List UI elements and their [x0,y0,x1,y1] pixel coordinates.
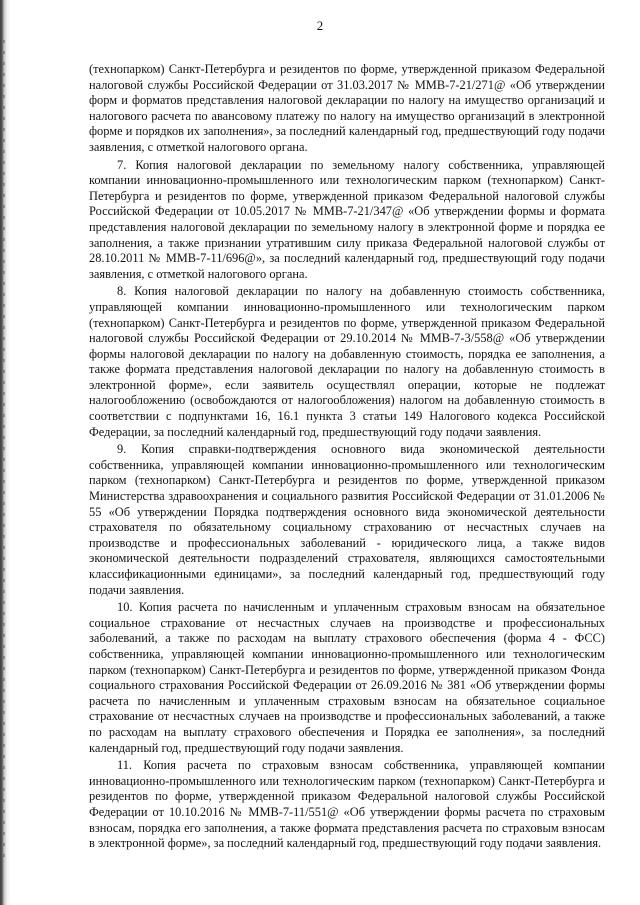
paragraph-continuation: (технопарком) Санкт-Петербурга и резидентов по форме, утвержденной приказом Федеральной налоговой службы Российской Федерации от 31.03.2017 № ММВ-7-21/271@ «Об утверждении форм и форматов представления налоговой декларации по налогу на имущество организаций и налогового расчета по авансовому платежу по налогу на имущество организаций в электронной форме и порядков их заполнения», за последний календарный год, предшествующий году подачи заявления, с отметкой налогового органа. [89,62,605,154]
paragraph-item-9: 9. Копия справки-подтверждения основного вида экономической деятельности собственника, управляющей компании инновационно-промышленного или технологическим парком (технопарком) Санкт-Петербурга и резидентов по форме, утвержденной приказом Министерства здравоохранения и социального развития Российской Федерации от 31.01.2006 № 55 «Об утверждении Порядка подтверждения основного вида экономической деятельности страхователя по обязательному социальному страхованию от несчастных случаев на производстве и профессиональных заболеваний - юридического лица, а также видов экономической деятельности подразделений страхователя, являющихся самостоятельными классификационными единицами», за последний календарный год, предшествующий году подачи заявления. [89,442,605,597]
paragraph-item-10: 10. Копия расчета по начисленным и уплаченным страховым взносам на обязательное социальное страхование от несчастных случаев на производстве и профессиональных заболеваний, а также по расходам на выплату страхового обеспечения (форма 4 - ФСС) собственника, управляющей компании инновационно-промышленного или технологическим парком (технопарком) Санкт-Петербурга и резидентов по форме, утвержденной приказом Фонда социального страхования Российской Федерации от 26.09.2016 № 381 «Об утверждении формы расчета по начисленным и уплаченным страховым взносам на обязательное социальное страхование от несчастных случаев на производстве и профессиональных заболеваний, а также по расходам на выплату страхового обеспечения и Порядка ее заполнения», за последний календарный год, предшествующий году подачи заявления. [89,600,605,755]
page-number: 2 [316,18,324,33]
scan-binding-edge [0,0,14,905]
document-body [89,62,605,854]
paragraph-item-7: 7. Копия налоговой декларации по земельному налогу собственника, управляющей компании инновационно-промышленного или технологическим парком (технопарком) Санкт-Петербурга и резидентов по форме, утвержденной приказом Федеральной налоговой службы Российской Федерации от 10.05.2017 № ММВ-7-21/347@ «Об утверждении формы и формата представления налоговой декларации по земельному налогу в электронной форме и порядка ее заполнения, а также признании утратившим силу приказа Федеральной налоговой службы от 28.10.2011 № ММВ-7-11/696@», за последний календарный год, предшествующий году подачи заявления, с отметкой налогового органа. [89,157,605,281]
paragraph-item-8: 8. Копия налоговой декларации по налогу на добавленную стоимость собственника, управляющей компании инновационно-промышленного или технологическим парком (технопарком) Санкт-Петербурга и резидентов по форме, утвержденной приказом Федеральной налоговой службы Российской Федерации от 29.10.2014 № ММВ-7-3/558@ «Об утверждении формы налоговой декларации по налогу на добавленную стоимость, порядка ее заполнения, а также формата представления налоговой декларации по налогу на добавленную стоимость в электронной форме», если заявитель осуществлял операции, которые не подлежат налогообложению (освобождаются от налогообложения) налогом на добавленную стоимость в соответствии с подпунктами 16, 16.1 пункта 3 статьи 149 Налогового кодекса Российской Федерации, за последний календарный год, предшествующий году подачи заявления. [89,284,605,439]
paragraph-item-11: 11. Копия расчета по страховым взносам собственника, управляющей компании инновационно-промышленного или технологическим парком (технопарком) Санкт-Петербурга и резидентов по форме, утвержденной приказом Федеральной налоговой службы Российской Федерации от 10.10.2016 № ММВ-7-11/551@ «Об утверждении формы расчета по страховым взносам, порядка его заполнения, а также формата представления расчета по страховым взносам в электронной форме», за последний календарный год, предшествующий году подачи заявления. [89,758,605,851]
